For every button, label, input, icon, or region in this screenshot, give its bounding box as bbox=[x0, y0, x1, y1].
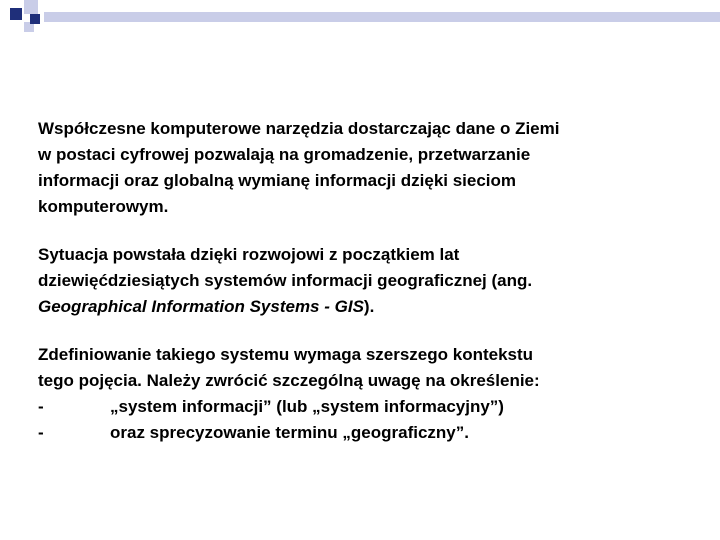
text-line: w postaci cyfrowej pozwalają na gromadzenie, przetwarzanie bbox=[38, 145, 531, 164]
text-line: komputerowym. bbox=[38, 197, 169, 216]
bullet-dash: - bbox=[38, 397, 44, 416]
text-line bbox=[38, 294, 678, 320]
bullet-text: „system informacji” (lub „system informacyjny”) bbox=[110, 397, 504, 416]
bullet-text: oraz sprecyzowanie terminu „geograficzny”. bbox=[110, 423, 469, 442]
text-line: tego pojęcia. Należy zwrócić szczególną uwagę na określenie: bbox=[38, 371, 540, 390]
text-line: dziewięćdziesiątych systemów informacji geograficznej (ang. bbox=[38, 271, 533, 290]
text-line: Sytuacja powstała dzięki rozwojowi z początkiem lat bbox=[38, 245, 460, 264]
list-item bbox=[38, 394, 678, 420]
paragraph-3 bbox=[38, 342, 678, 446]
text-line: Zdefiniowanie takiego systemu wymaga szerszego kontekstu bbox=[38, 345, 534, 364]
gis-term: Geographical Information Systems - GIS bbox=[38, 297, 364, 316]
text-line: Współczesne komputerowe narzędzia dostarczając dane o Ziemi bbox=[38, 119, 560, 138]
text-line: informacji oraz globalną wymianę informacji dzięki sieciom bbox=[38, 171, 517, 190]
paragraph-1 bbox=[38, 116, 678, 220]
decor-square-light bbox=[24, 0, 38, 14]
decorative-header bbox=[0, 0, 720, 40]
gis-term-tail: ). bbox=[363, 297, 375, 316]
paragraph-2 bbox=[38, 242, 678, 320]
decor-square-dark bbox=[10, 8, 22, 20]
decor-bar bbox=[44, 12, 720, 22]
decor-square-dark bbox=[30, 14, 40, 24]
slide-body bbox=[38, 116, 678, 468]
list-item bbox=[38, 420, 678, 446]
bullet-dash: - bbox=[38, 423, 44, 442]
